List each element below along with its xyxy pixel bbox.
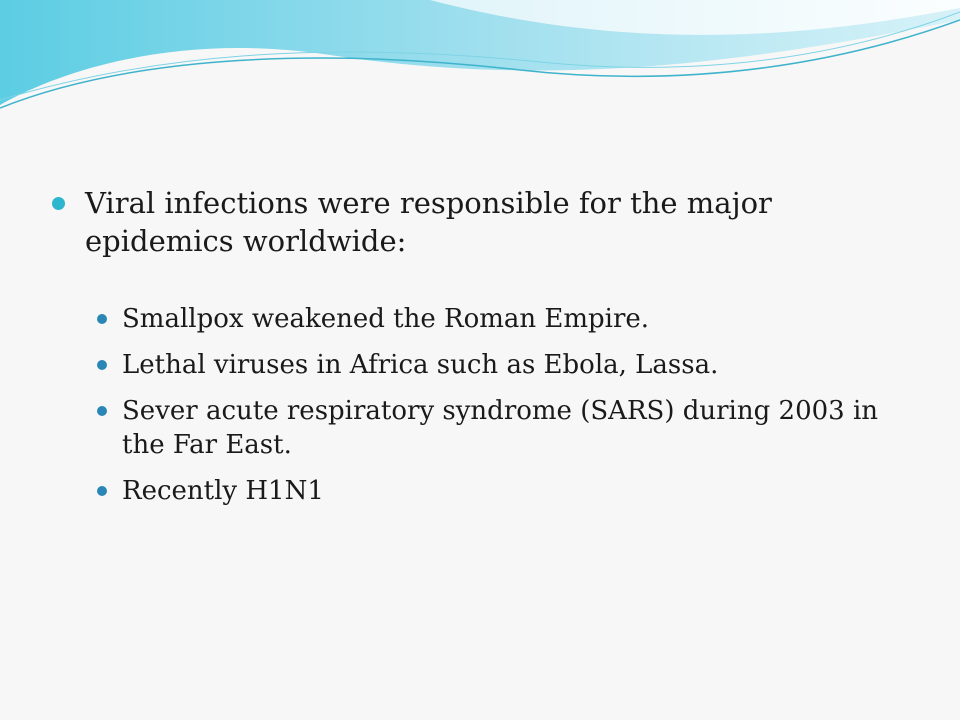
sub-bullet-item: [97, 394, 912, 462]
sub-bullet-text: Smallpox weakened the Roman Empire.: [122, 304, 650, 334]
sub-bullet-item: [97, 302, 912, 336]
main-bullet-text: Viral infections were responsible for the major epidemics worldwide:: [85, 186, 772, 258]
sub-bullet-item: [97, 474, 912, 508]
bullet-dot-icon: [97, 486, 107, 496]
bullet-dot-icon: [97, 360, 107, 370]
bullet-dot-icon: [52, 197, 65, 210]
sub-bullet-text: Lethal viruses in Africa such as Ebola, Lassa.: [122, 350, 719, 380]
header-wave-decoration: [0, 0, 960, 120]
slide-content: [52, 184, 912, 520]
bullet-dot-icon: [97, 314, 107, 324]
sub-bullet-text: Sever acute respiratory syndrome (SARS) during 2003 in the Far East.: [122, 396, 879, 460]
main-bullet-item: [52, 184, 912, 260]
bullet-dot-icon: [97, 406, 107, 416]
sub-bullet-list: [52, 302, 912, 508]
sub-bullet-text: Recently H1N1: [122, 476, 324, 506]
sub-bullet-item: [97, 348, 912, 382]
